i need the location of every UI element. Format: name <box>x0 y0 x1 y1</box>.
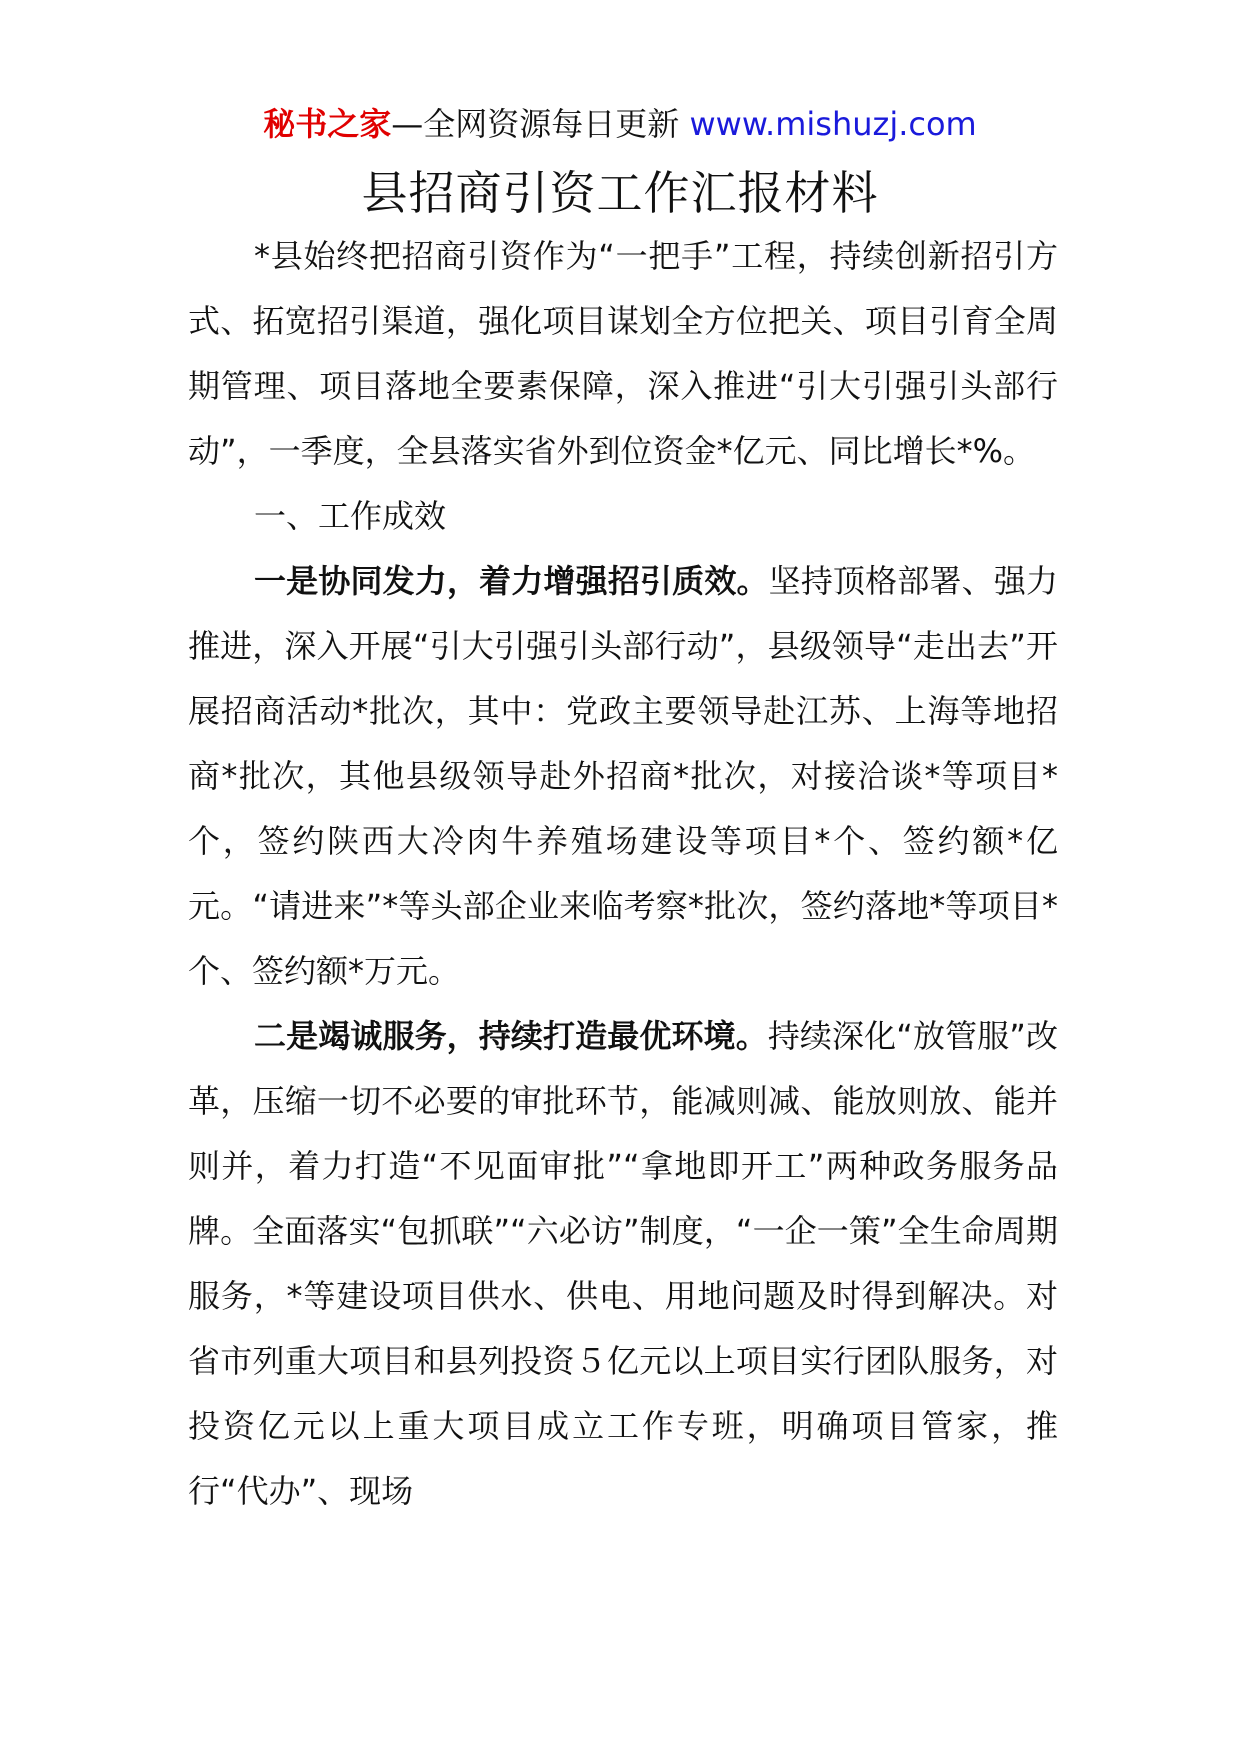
site-url-link[interactable]: www.mishuzj.com <box>689 105 977 143</box>
brand-name: 秘书之家 <box>263 105 392 143</box>
section-heading: 一、工作成效 <box>254 497 447 535</box>
item-paragraph-2 <box>188 1004 1058 1524</box>
header-slogan: —全网资源每日更新 <box>391 105 690 143</box>
document-title: 县招商引资工作汇报材料 <box>361 166 879 220</box>
intro-paragraph: *县始终把招商引资作为“一把手”工程，持续创新招引方式、拓宽招引渠道，强化项目谋划全方位把关、项目引育全周期管理、项目落地全要素保障，深入推进“引大引强引头部行动”，一季度，全县落实省外到位资金*亿元、同比增长*%。 <box>188 237 1058 470</box>
item-text-1: 坚持顶格部署、强力推进，深入开展“引大引强引头部行动”，县级领导“走出去”开展招商活动*批次，其中：党政主要领导赴江苏、上海等地招商*批次，其他县级领导赴外招商*批次，对接洽谈*等项目*个，签约陕西大冷肉牛养殖场建设等项目*个、签约额*亿元。“请进来”*等头部企业来临考察*批次，签约落地*等项目*个、签约额*万元。 <box>188 562 1058 990</box>
item-lead-2: 二是竭诚服务，持续打造最优环境。 <box>254 1017 768 1055</box>
item-lead-1: 一是协同发力，着力增强招引质效。 <box>254 562 769 600</box>
item-text-2: 持续深化“放管服”改革，压缩一切不必要的审批环节，能减则减、能放则放、能并则并，着力打造“不见面审批”“拿地即开工”两种政务服务品牌。全面落实“包抓联”“六必访”制度，“一企一策”全生命周期服务，*等建设项目供水、供电、用地问题及时得到解决。对省市列重大项目和县列投资５亿元以上项目实行团队服务，对投资亿元以上重大项目成立工作专班，明确项目管家，推行“代办”、现场 <box>188 1017 1058 1510</box>
site-header <box>0 102 1240 146</box>
item-paragraph-1 <box>188 549 1058 1004</box>
document-body <box>188 224 1058 1524</box>
